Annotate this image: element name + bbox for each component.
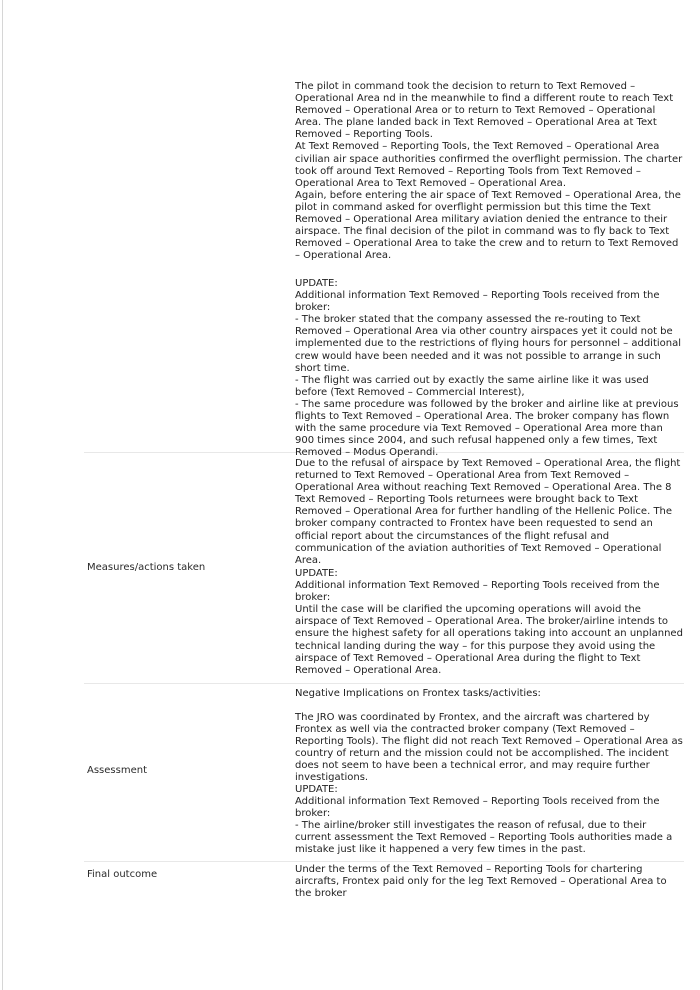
update-heading: UPDATE: <box>295 278 338 289</box>
incident-paragraph: Again, before entering the air space of Text Removed – Operational Area, the pilot in command asked for overflight permission but this time the Text Removed – Operational Area military aviation denied the entrance to their airspace. The final decision of the pilot in command was to fly back to Text Removed – Operational Area to take the crew and to return to Text Removed – Operational Area. <box>295 189 685 262</box>
incident-paragraph: The pilot in command took the decision to return to Text Removed – Operational Area nd in the meanwhile to find a different route to reach Text Removed – Operational Area or to return to Text Removed – Operational Area. The plane landed back in Text Removed – Operational Area at Text Removed – Reporting Tools. <box>295 81 677 141</box>
page-left-edge <box>2 0 3 990</box>
label-assessment: Assessment <box>87 765 147 776</box>
incident-description <box>295 81 686 262</box>
final-outcome-text <box>295 864 683 900</box>
measures-text <box>295 458 683 567</box>
update-block-2 <box>295 568 687 677</box>
incident-paragraph: At Text Removed – Reporting Tools, the Text Removed – Operational Area civilian air space authorities confirmed the overflight permission. The charter took off around Text Removed – Reporting Tools from Text Removed – Operational Area to Text Removed – Operational Area. <box>295 141 686 189</box>
row-divider <box>84 861 684 862</box>
update-paragraph: - The airline/broker still investigates the reason of refusal, due to their current assessment the Text Removed – Reporting Tools authorities made a mistake just like it happened a very few times in the past. <box>295 820 676 856</box>
update-paragraph: Until the case will be clarified the upcoming operations will avoid the airspace of Text Removed – Operational Area. The broker/airline intends to ensure the highest safety for all operations taking into account an unplanned technical landing during the way – for this purpose they avoid using the airspace of Text Removed – Operational Area during the flight to Text Removed – Operational Area. <box>295 604 687 676</box>
update-intro: Additional information Text Removed – Reporting Tools received from the broker: <box>295 290 663 314</box>
label-measures-actions-taken: Measures/actions taken <box>87 562 206 573</box>
update-item: - The broker stated that the company assessed the re-routing to Text Removed – Operational Area via other country airspaces yet it could not be implemented due to the restrictions of flying hours for personnel – additional crew would have been needed and it was not possible to arrange in such short time. <box>295 314 685 374</box>
update-intro: Additional information Text Removed – Reporting Tools received from the broker: <box>295 580 663 604</box>
final-outcome-paragraph: Under the terms of the Text Removed – Reporting Tools for chartering aircrafts, Frontex paid only for the leg Text Removed – Operational Area to the broker <box>295 864 670 900</box>
assessment-heading-block <box>295 688 683 700</box>
assessment-paragraph: The JRO was coordinated by Frontex, and the aircraft was chartered by Frontex as well via the contracted broker company (Text Removed – Reporting Tools). The flight did not reach Text Removed – Operational Area as country of return and the mission could not be accomplished. The incident does not seem to have been a technical error, and may require further investigations. <box>295 712 686 784</box>
assessment-heading: Negative Implications on Frontex tasks/activities: <box>295 688 541 699</box>
update-heading: UPDATE: <box>295 568 338 579</box>
update-block-1 <box>295 278 683 459</box>
row-divider <box>84 683 684 684</box>
update-block-3 <box>295 784 683 857</box>
update-item: - The same procedure was followed by the broker and airline like at previous flights to Text Removed – Operational Area. The broker company has flown with the same procedure via Text Removed – Operational Area more than 900 times since 2004, and such refusal happened only a few times, Text Removed – Modus Operandi. <box>295 398 682 459</box>
update-intro: Additional information Text Removed – Reporting Tools received from the broker: <box>295 796 663 820</box>
measures-paragraph: Due to the refusal of airspace by Text Removed – Operational Area, the flight returned to Text Removed – Operational Area from Text Removed – Operational Area without reaching Text Removed – Operational Area. The 8 Text Removed – Reporting Tools returnees were brought back to Text Removed – Operational Area for further handling of the Hellenic Police. The broker company contracted to Frontex have been requested to send an official report about the circumstances of the flight refusal and communication of the aviation authorities of Text Removed – Operational Area. <box>295 458 684 566</box>
update-heading: UPDATE: <box>295 784 338 795</box>
assessment-text-block <box>295 712 686 785</box>
label-final-outcome: Final outcome <box>87 869 158 880</box>
update-item: - The flight was carried out by exactly the same airline like it was used before (Text Removed – Commercial Interest), <box>295 374 652 398</box>
